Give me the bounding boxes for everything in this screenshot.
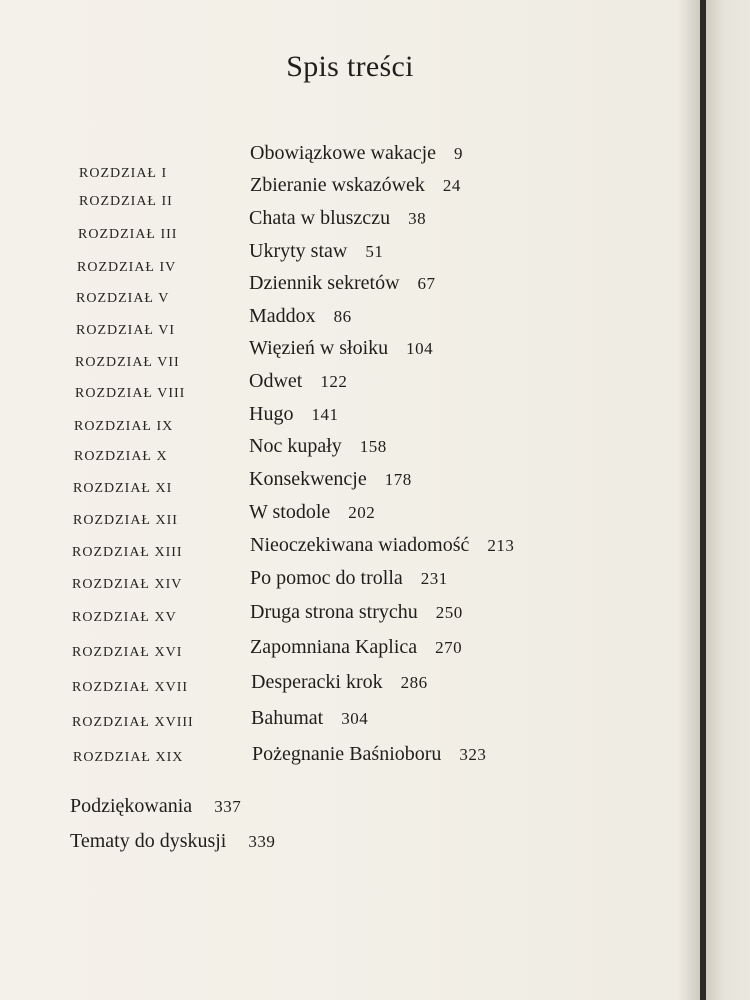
- extra-page-number: 337: [214, 797, 242, 816]
- chapter-page-number: 178: [384, 470, 412, 489]
- toc-row: [0, 636, 700, 666]
- chapter-label: ROZDZIAŁ II: [79, 194, 173, 209]
- chapter-page-number: 104: [406, 339, 434, 358]
- chapter-title: Desperacki krok 286: [251, 671, 428, 693]
- chapter-page-number: 86: [333, 307, 352, 326]
- chapter-label: ROZDZIAŁ XVIII: [72, 715, 194, 730]
- chapter-title: W stodole 202: [249, 501, 376, 523]
- chapter-page-number: 67: [417, 274, 436, 293]
- toc-extra-acknowledgements: Podziękowania 337: [70, 795, 242, 817]
- chapter-label: ROZDZIAŁ XVII: [72, 680, 189, 695]
- chapter-label: ROZDZIAŁ VI: [76, 323, 176, 338]
- chapter-title: Konsekwencje 178: [249, 468, 412, 490]
- toc-row: [0, 174, 700, 209]
- chapter-page-number: 323: [459, 745, 487, 764]
- toc-row: [0, 207, 700, 242]
- chapter-label: ROZDZIAŁ VIII: [75, 386, 186, 401]
- chapter-title: Nieoczekiwana wiadomość 213: [250, 534, 515, 556]
- chapter-title: Druga strona strychu 250: [250, 601, 463, 623]
- chapter-label: ROZDZIAŁ III: [78, 227, 178, 242]
- chapter-page-number: 141: [311, 405, 339, 424]
- toc-row: [0, 601, 700, 631]
- chapter-page-number: 213: [487, 536, 515, 555]
- toc-row: [0, 567, 700, 597]
- chapter-title: Bahumat 304: [251, 707, 369, 729]
- toc-row: [0, 142, 700, 181]
- chapter-label: ROZDZIAŁ X: [74, 449, 168, 464]
- chapter-page-number: 24: [442, 176, 461, 195]
- chapter-label: ROZDZIAŁ VII: [75, 355, 180, 370]
- chapter-title: Ukryty staw 51: [249, 240, 384, 262]
- chapter-title: Chata w bluszczu 38: [249, 207, 427, 229]
- chapter-title: Więzień w słoiku 104: [249, 337, 434, 359]
- toc-row: [0, 468, 700, 498]
- toc-row: [0, 272, 700, 306]
- chapter-label: ROZDZIAŁ XII: [73, 513, 178, 528]
- chapter-title: Maddox 86: [249, 305, 352, 327]
- chapter-page-number: 122: [320, 372, 348, 391]
- toc-row: [0, 403, 700, 433]
- chapter-page-number: 231: [420, 569, 448, 588]
- chapter-title: Noc kupały 158: [249, 435, 387, 457]
- chapter-page-number: 250: [435, 603, 463, 622]
- toc-row: [0, 435, 700, 465]
- chapter-label: ROZDZIAŁ XIV: [72, 577, 183, 592]
- chapter-page-number: 158: [359, 437, 387, 456]
- toc-row: [0, 707, 700, 737]
- chapter-page-number: 51: [365, 242, 384, 261]
- toc-row: [0, 671, 700, 701]
- toc-extra-discussion-topics: Tematy do dyskusji 339: [70, 830, 276, 852]
- chapter-label: ROZDZIAŁ IX: [74, 419, 174, 434]
- page-title: Spis treści: [286, 50, 414, 83]
- chapter-page-number: 286: [400, 673, 428, 692]
- chapter-label: ROZDZIAŁ IV: [77, 260, 177, 275]
- chapter-page-number: 270: [435, 638, 463, 657]
- chapter-page-number: 304: [341, 709, 369, 728]
- toc-row: [0, 337, 700, 370]
- chapter-page-number: 9: [454, 144, 464, 163]
- toc-row: [0, 240, 700, 275]
- chapter-page-number: 38: [408, 209, 427, 228]
- extra-page-number: 339: [248, 832, 276, 851]
- toc-row: [0, 501, 700, 531]
- chapter-title: Dziennik sekretów 67: [249, 272, 436, 294]
- chapter-label: ROZDZIAŁ XIII: [72, 545, 183, 560]
- chapter-label: ROZDZIAŁ XI: [73, 481, 173, 496]
- chapter-title: Pożegnanie Baśnioboru 323: [252, 743, 487, 765]
- toc-row: [0, 370, 700, 400]
- chapter-label: ROZDZIAŁ XIX: [73, 750, 184, 765]
- chapter-title: Odwet 122: [249, 370, 348, 392]
- toc-row: [0, 743, 700, 773]
- chapter-title: Zbieranie wskazówek 24: [250, 174, 461, 196]
- toc-row: [0, 534, 700, 564]
- chapter-page-number: 202: [348, 503, 376, 522]
- chapter-label: ROZDZIAŁ I: [79, 166, 168, 181]
- next-page: [706, 0, 750, 1000]
- chapter-label: ROZDZIAŁ XVI: [72, 645, 183, 660]
- toc-row: [0, 305, 700, 338]
- chapter-label: ROZDZIAŁ V: [76, 291, 170, 306]
- chapter-title: Obowiązkowe wakacje 9: [250, 142, 464, 164]
- page-curve-shadow: [678, 0, 700, 1000]
- chapter-label: ROZDZIAŁ XV: [72, 610, 177, 625]
- chapter-title: Po pomoc do trolla 231: [250, 567, 448, 589]
- chapter-title: Hugo 141: [249, 403, 339, 425]
- chapter-title: Zapomniana Kaplica 270: [250, 636, 463, 658]
